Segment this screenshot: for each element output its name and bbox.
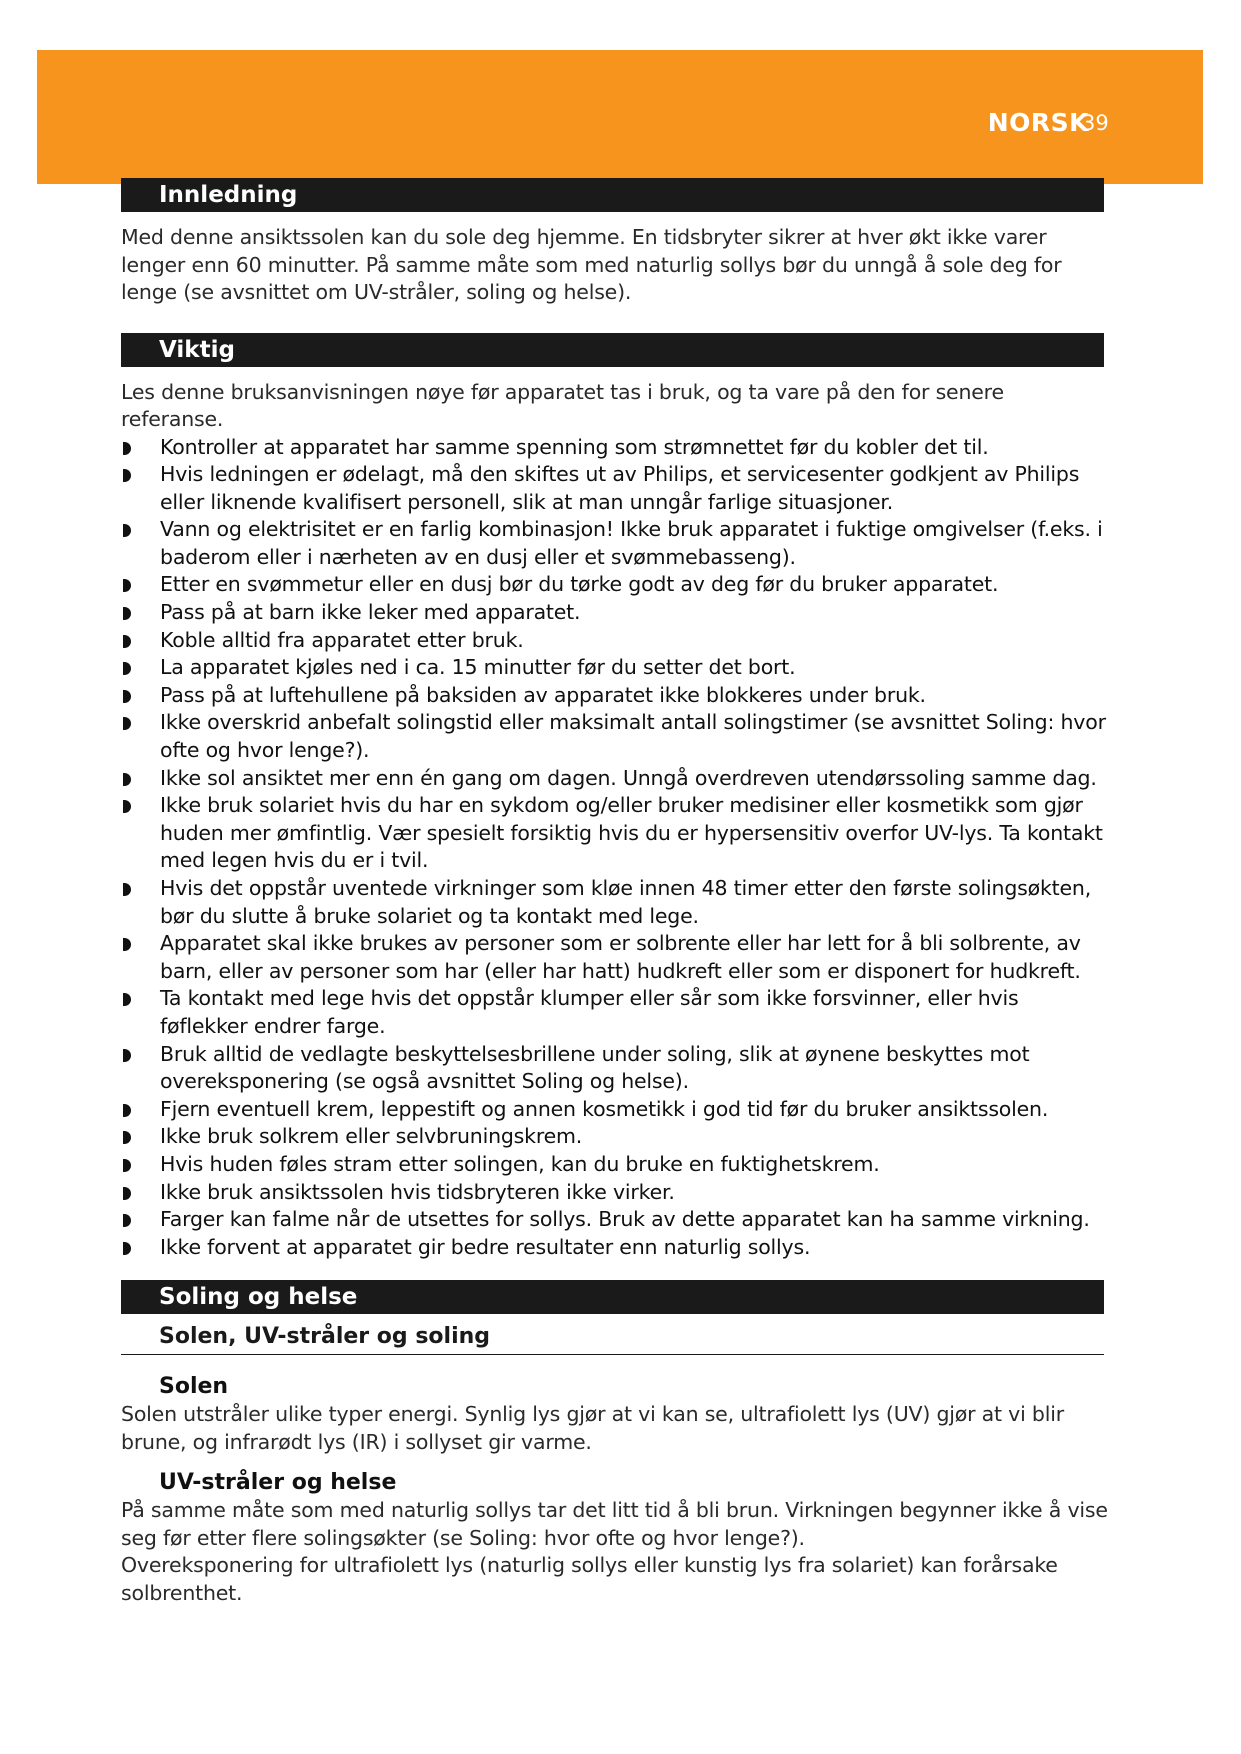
list-item-text: Ikke bruk solariet hvis du har en sykdom og/eller bruker medisiner eller kosmetikk som gjør huden mer ømfintlig. Vær spesielt forsiktig hvis du er hypersensitiv overfor UV-lys. Ta kontakt med legen hvis du er i tvil. [160, 793, 1103, 873]
list-item [121, 571, 1111, 599]
bullet-icon [123, 662, 131, 675]
list-item [121, 1041, 1111, 1096]
list-item-text: Ikke forvent at apparatet gir bedre resultater enn naturlig sollys. [160, 1234, 811, 1259]
page-content [121, 178, 1111, 1607]
list-item [121, 654, 1111, 682]
list-item [121, 516, 1111, 571]
section-heading-innledning: Innledning [121, 178, 1104, 212]
bullet-icon [123, 1131, 131, 1144]
heading-uv-health: UV-stråler og helse [159, 1470, 397, 1496]
section-heading-viktig: Viktig [121, 333, 1104, 367]
heading-solen: Solen [159, 1374, 229, 1400]
page-number: 39 [1082, 111, 1109, 135]
list-item-text: Vann og elektrisitet er en farlig kombinasjon! Ikke bruk apparatet i fuktige omgivelser (f.eks. i baderom eller i nærheten av en dusj eller et svømmebasseng). [160, 517, 1103, 569]
list-item-text: Fjern eventuell krem, leppestift og annen kosmetikk i god tid før du bruker ansiktssolen. [160, 1096, 1049, 1121]
uv-paragraph-2: Overeksponering for ultrafiolett lys (naturlig sollys eller kunstig lys fra solariet) kan forårsake solbrenthet. [121, 1553, 1058, 1605]
list-item-text: Farger kan falme når de utsettes for sollys. Bruk av dette apparatet kan ha samme virkning. [160, 1207, 1090, 1232]
list-item [121, 1206, 1111, 1234]
list-item-text: Ta kontakt med lege hvis det oppstår klumper eller sår som ikke forsvinner, eller hvis føflekker endrer farge. [160, 986, 1019, 1038]
list-item-text: Etter en svømmetur eller en dusj bør du tørke godt av deg før du bruker apparatet. [160, 572, 999, 597]
uv-paragraph-1: På samme måte som med naturlig sollys tar det litt tid å bli brun. Virkningen begynner ikke å vise seg før etter flere solingsøkter (se Soling: hvor ofte og hvor lenge?). [121, 1498, 1108, 1550]
list-item-text: Ikke bruk solkrem eller selvbruningskrem. [160, 1124, 583, 1149]
bullet-icon [123, 1104, 131, 1117]
list-item-text: Koble alltid fra apparatet etter bruk. [160, 627, 524, 652]
list-item [121, 627, 1111, 655]
innledning-paragraph: Med denne ansiktssolen kan du sole deg hjemme. En tidsbryter sikrer at hver økt ikke varer lenger enn 60 minutter. På samme måte som med naturlig sollys bør du unngå å sole deg for lenge (se avsnittet om UV-stråler, soling og helse). [121, 225, 1062, 304]
bullet-icon [123, 607, 131, 620]
list-item [121, 930, 1111, 985]
list-item-text: Hvis det oppstår uventede virkninger som kløe innen 48 timer etter den første solingsøkten, bør du slutte å bruke solariet og ta kontakt med lege. [160, 876, 1092, 928]
list-item [121, 875, 1111, 930]
section-heading-soling: Soling og helse [121, 1280, 1104, 1314]
list-item-text: Pass på at luftehullene på baksiden av apparatet ikke blokkeres under bruk. [160, 682, 926, 707]
list-item [121, 599, 1111, 627]
list-item-text: Kontroller at apparatet har samme spenning som strømnettet før du kobler det til. [160, 434, 989, 459]
list-item [121, 1151, 1111, 1179]
bullet-icon [123, 690, 131, 703]
bullet-icon [123, 883, 131, 896]
list-item-text: Bruk alltid de vedlagte beskyttelsesbrillene under soling, slik at øynene beskyttes mot overeksponering (se også avsnittet Soling og helse). [160, 1041, 1030, 1094]
list-item [121, 765, 1111, 793]
bullet-icon [123, 800, 131, 813]
list-item [121, 461, 1111, 516]
list-item-text: Hvis huden føles stram etter solingen, kan du bruke en fuktighetskrem. [160, 1151, 880, 1176]
list-item [121, 682, 1111, 710]
bullet-icon [123, 1214, 131, 1227]
list-item [121, 1234, 1111, 1262]
bullet-icon [123, 524, 131, 537]
list-item [121, 709, 1111, 764]
list-item-text: Ikke bruk ansiktssolen hvis tidsbryteren ikke virker. [160, 1179, 675, 1204]
bullet-icon [123, 993, 131, 1006]
bullet-icon [123, 442, 131, 455]
bullet-icon [123, 635, 131, 648]
bullet-icon [123, 938, 131, 951]
list-item-text: Hvis ledningen er ødelagt, må den skiftes ut av Philips, et servicesenter godkjent av Philips eller liknende kvalifisert personell, slik at man unngår farlige situasjoner. [160, 462, 1080, 514]
bullet-icon [123, 773, 131, 786]
language-label: NORSK [987, 108, 1089, 137]
bullet-icon [123, 469, 131, 482]
list-item [121, 1123, 1111, 1151]
solen-paragraph: Solen utstråler ulike typer energi. Synlig lys gjør at vi kan se, ultrafiolett lys (UV) gjør at vi blir brune, og infrarødt lys (IR) i sollyset gir varme. [121, 1402, 1064, 1454]
list-item [121, 1179, 1111, 1207]
viktig-bullet-list [121, 434, 1111, 1262]
viktig-intro-paragraph: Les denne bruksanvisningen nøye før apparatet tas i bruk, og ta vare på den for senere referanse. [121, 379, 1004, 431]
bullet-icon [123, 717, 131, 730]
bullet-icon [123, 1242, 131, 1255]
list-item [121, 792, 1111, 875]
bullet-icon [123, 1049, 131, 1062]
bullet-icon [123, 1159, 131, 1172]
subsection-heading-solen-uv: Solen, UV-stråler og soling [121, 1322, 1104, 1355]
list-item [121, 434, 1111, 462]
bullet-icon [123, 579, 131, 592]
list-item-text: Ikke overskrid anbefalt solingstid eller maksimalt antall solingstimer (se avsnittet Soling: hvor ofte og hvor lenge?). [160, 710, 1106, 763]
list-item-text: La apparatet kjøles ned i ca. 15 minutter før du setter det bort. [160, 655, 796, 680]
list-item-text: Pass på at barn ikke leker med apparatet. [160, 600, 581, 625]
list-item [121, 1096, 1111, 1124]
bullet-icon [123, 1187, 131, 1200]
list-item-text: Apparatet skal ikke brukes av personer som er solbrente eller har lett for å bli solbrente, av barn, eller av personer som har (eller har hatt) hudkreft eller som er disponert for hudkreft. [160, 931, 1081, 983]
list-item-text: Ikke sol ansiktet mer enn én gang om dagen. Unngå overdreven utendørssoling samme dag. [160, 765, 1097, 790]
list-item [121, 985, 1111, 1040]
